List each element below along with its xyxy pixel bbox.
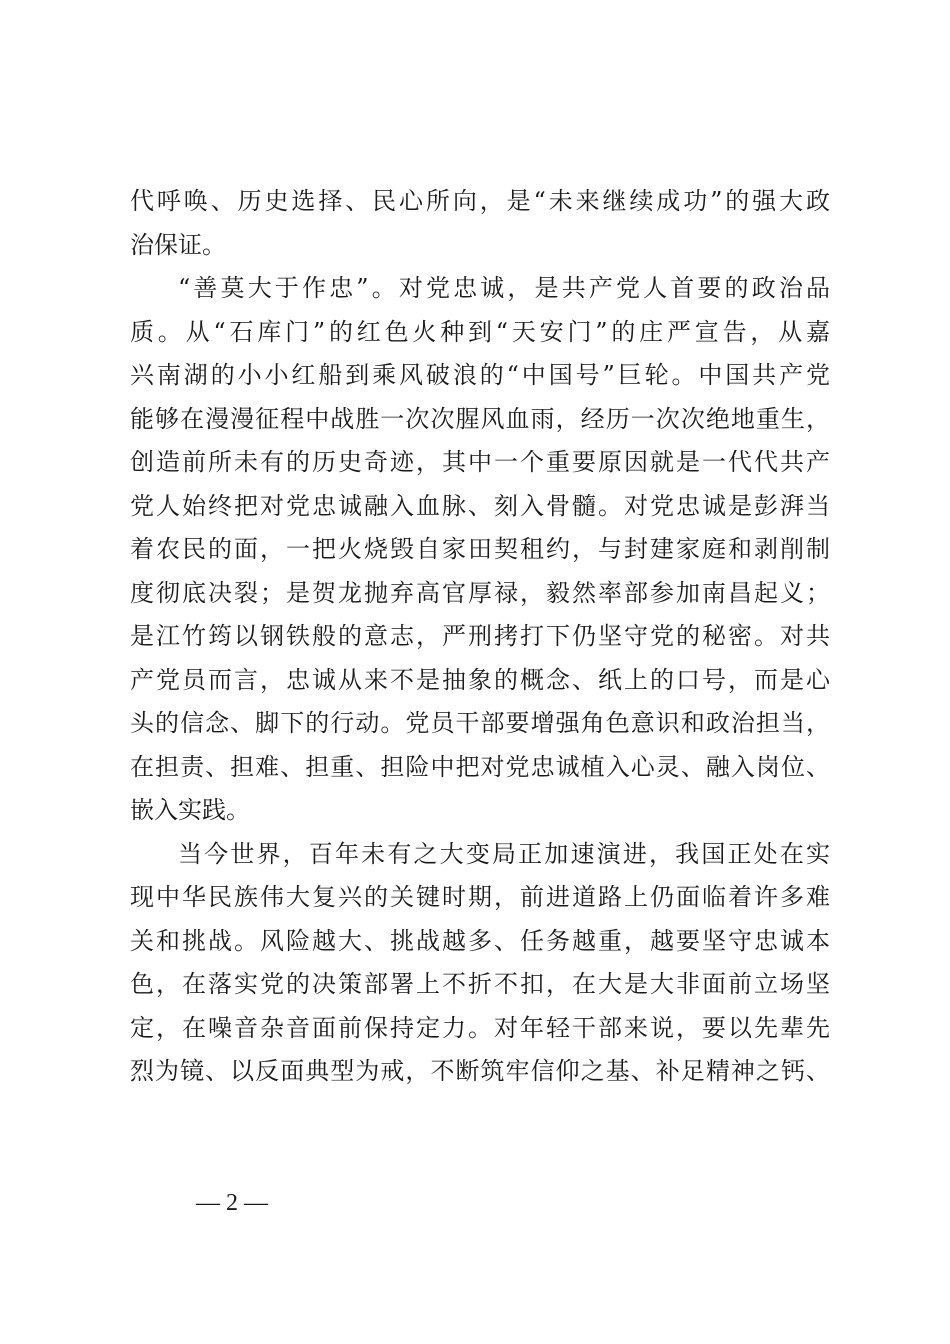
- text-line: 定，在噪音杂音面前保持定力。对年轻干部来说，要以先辈先: [130, 1013, 830, 1042]
- text-line: 党人始终把对党忠诚融入血脉、刻入骨髓。对党忠诚是彭湃当: [130, 491, 830, 520]
- text-line: 度彻底决裂；是贺龙抛弃高官厚禄，毅然率部参加南昌起义；: [130, 578, 830, 607]
- text-line: 产党员而言，忠诚从来不是抽象的概念、纸上的口号，而是心: [130, 665, 830, 694]
- text-line: 在担责、担难、担重、担险中把对党忠诚植入心灵、融入岗位、: [130, 752, 830, 781]
- text-line: 着农民的面，一把火烧毁自家田契租约，与封建家庭和剥削制: [130, 535, 830, 563]
- body-text: [130, 180, 830, 1094]
- text-line: 代呼唤、历史选择、民心所向，是“未来继续成功”的强大政: [130, 187, 830, 215]
- text-line: 色，在落实党的决策部署上不折不扣，在大是大非面前立场坚: [130, 970, 830, 998]
- text-line: 头的信念、脚下的行动。党员干部要增强角色意识和政治担当，: [130, 709, 830, 737]
- text-line: 能够在漫漫征程中战胜一次次腥风血雨，经历一次次绝地重生，: [130, 404, 830, 433]
- text-line: 兴南湖的小小红船到乘风破浪的“中国号”巨轮。中国共产党: [130, 361, 830, 389]
- paragraph-3: [130, 833, 830, 1094]
- text-line: “善莫大于作忠”。对党忠诚，是共产党人首要的政治品: [178, 274, 830, 302]
- text-line: 质。从“石库门”的红色火种到“天安门”的庄严宣告，从嘉: [130, 317, 830, 346]
- text-line: 治保证。: [130, 230, 226, 259]
- text-line: 创造前所未有的历史奇迹，其中一个重要原因就是一代代共产: [130, 448, 830, 476]
- paragraph-1: [130, 180, 830, 267]
- text-line: 烈为镜、以反面典型为戒，不断筑牢信仰之基、补足精神之钙、: [130, 1057, 830, 1085]
- text-line: 当今世界，百年未有之大变局正加速演进，我国正处在实: [178, 839, 830, 868]
- text-line: 现中华民族伟大复兴的关键时期，前进道路上仍面临着许多难: [130, 883, 830, 911]
- paragraph-2: [130, 267, 830, 833]
- text-line: 嵌入实践。: [130, 796, 250, 824]
- text-line: 是江竹筠以钢铁般的意志，严刑拷打下仍坚守党的秘密。对共: [130, 622, 830, 650]
- text-line: 关和挑战。风险越大、挑战越多、任务越重，越要坚守忠诚本: [130, 926, 830, 955]
- page-number: — 2 —: [196, 1190, 268, 1216]
